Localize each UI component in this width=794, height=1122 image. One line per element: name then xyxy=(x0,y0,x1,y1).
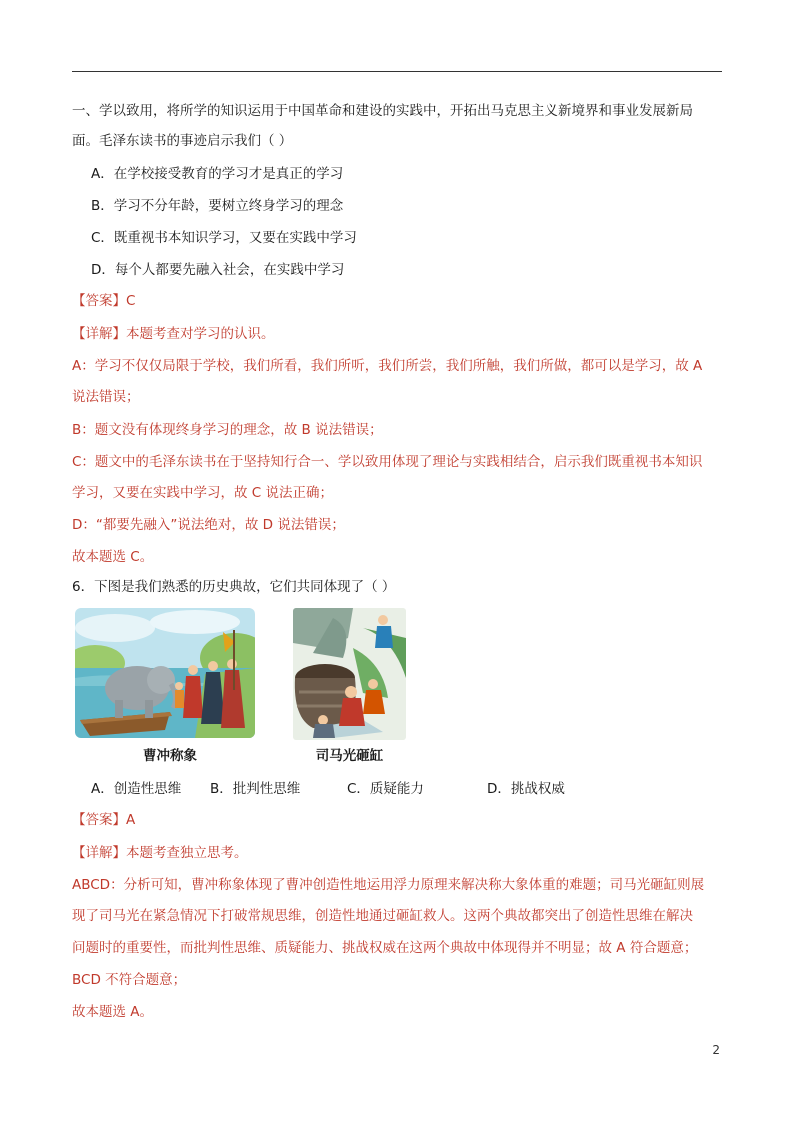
q5-detail-line: A：学习不仅仅局限于学校，我们所看，我们所听，我们所尝，我们所触，我们所做，都可以是学习，故 A xyxy=(72,358,703,374)
q6-detail-line: 问题时的重要性，而批判性思维、质疑能力、挑战权威在这两个典故中体现得并不明显；故 A 符合题意； xyxy=(72,940,698,956)
q6-answer: 【答案】A xyxy=(72,812,136,828)
q6-detail-title: 【详解】本题考查独立思考。 xyxy=(72,845,248,861)
q5-option-d: D．每个人都要先融入社会，在实践中学习 xyxy=(91,262,345,278)
q6-option-b: B．批判性思维 xyxy=(210,781,301,797)
q6-option-d: D．挑战权威 xyxy=(487,781,565,797)
q6-option-c: C．质疑能力 xyxy=(347,781,424,797)
q6-stem: 6．下图是我们熟悉的历史典故，它们共同体现了（ ） xyxy=(72,579,396,595)
q5-option-c: C．既重视书本知识学习，又要在实践中学习 xyxy=(91,230,357,246)
cao-chong-caption: 曹冲称象 xyxy=(143,748,197,764)
sima-guang-illustration xyxy=(293,608,406,740)
q5-option-a: A．在学校接受教育的学习才是真正的学习 xyxy=(91,166,344,182)
q6-detail-line: 故本题选 A。 xyxy=(72,1004,154,1020)
cao-chong-illustration xyxy=(75,608,255,738)
q6-option-a: A．创造性思维 xyxy=(91,781,182,797)
q5-stem-line2: 面。毛泽东读书的事迹启示我们（ ） xyxy=(72,133,293,149)
q5-detail-line: 故本题选 C。 xyxy=(72,549,154,565)
q5-detail-line: 学习，又要在实践中学习，故 C 说法正确； xyxy=(72,485,334,501)
q5-option-b: B．学习不分年龄，要树立终身学习的理念 xyxy=(91,198,344,214)
q6-detail-line: ABCD：分析可知，曹冲称象体现了曹冲创造性地运用浮力原理来解决称大象体重的难题；司马光砸缸则展 xyxy=(72,877,705,893)
page-number: 2 xyxy=(712,1043,720,1057)
q6-detail-line: BCD 不符合题意； xyxy=(72,972,187,988)
q6-detail-line: 现了司马光在紧急情况下打破常规思维，创造性地通过砸缸救人。这两个典故都突出了创造性思维在解决 xyxy=(72,908,693,924)
q5-detail-line: 说法错误； xyxy=(72,389,140,405)
q5-stem-line1: 一、学以致用，将所学的知识运用于中国革命和建设的实践中，开拓出马克思主义新境界和事业发展新局 xyxy=(72,103,693,119)
q5-detail-line: B：题文没有体现终身学习的理念，故 B 说法错误； xyxy=(72,422,383,438)
q5-detail-line: C：题文中的毛泽东读书在于坚持知行合一、学以致用体现了理论与实践相结合，启示我们既重视书本知识 xyxy=(72,454,703,470)
header-rule xyxy=(72,71,722,72)
sima-guang-caption: 司马光砸缸 xyxy=(315,748,384,764)
q5-detail-title: 【详解】本题考查对学习的认识。 xyxy=(72,326,275,342)
q5-detail-line: D：“都要先融入”说法绝对，故 D 说法错误； xyxy=(72,517,345,533)
q5-answer: 【答案】C xyxy=(72,293,136,309)
